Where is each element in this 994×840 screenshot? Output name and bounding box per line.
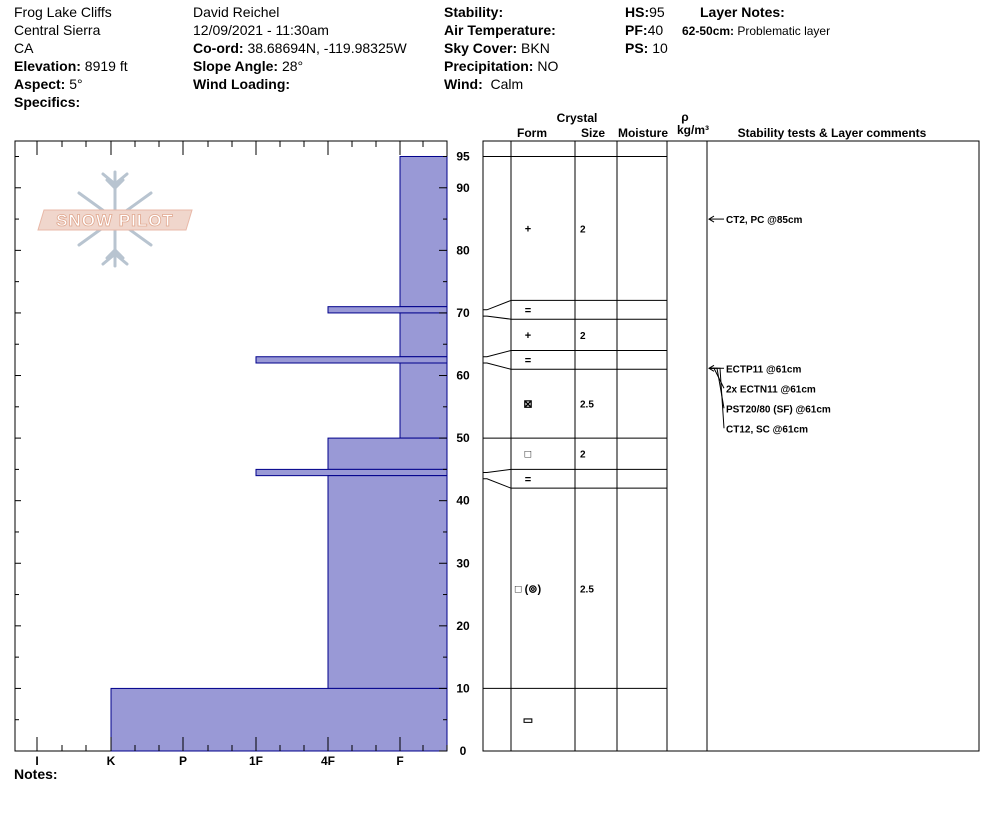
grain-form: + <box>524 329 532 342</box>
depth-tick-label: 50 <box>456 431 470 446</box>
table-header-moisture: Moisture <box>617 126 669 140</box>
grain-size: 2 <box>580 224 586 236</box>
depth-tick-label: 20 <box>456 618 470 633</box>
depth-tick-label: 80 <box>456 243 470 258</box>
depth-tick-label: 10 <box>456 681 470 696</box>
table-header-crystal: Crystal <box>556 111 598 125</box>
air-temperature: Air Temperature: <box>444 22 556 38</box>
stability-test: PST20/80 (SF) @61cm <box>726 404 831 416</box>
site-range: Central Sierra <box>14 22 101 38</box>
hardness-tick-label: F <box>396 754 404 768</box>
layer-connector <box>483 469 511 472</box>
hardness-tick-label: 4F <box>320 754 336 768</box>
observation-datetime: 12/09/2021 - 11:30am <box>193 22 329 38</box>
layer-connector <box>483 300 511 309</box>
hardness-tick-label: P <box>178 754 188 768</box>
layer-connector <box>483 479 511 488</box>
grain-size: 2.5 <box>580 399 594 411</box>
observer-name: David Reichel <box>193 4 280 20</box>
hardness-tick-label: I <box>35 754 39 768</box>
hardness-bar <box>328 307 447 313</box>
stability-test: CT12, SC @61cm <box>726 424 809 436</box>
logo-banner <box>38 210 192 230</box>
depth-tick-label: 30 <box>456 556 470 571</box>
hardness-bar <box>400 156 447 306</box>
hardness-tick-label: 1F <box>248 754 264 768</box>
depth-tick-label: 95 <box>456 149 470 164</box>
specifics: Specifics: <box>14 94 81 110</box>
grain-form: = <box>524 304 532 317</box>
table-header-comments: Stability tests & Layer comments <box>737 126 927 140</box>
hardness-bar <box>328 476 447 689</box>
stability-test: ECTP11 @61cm <box>726 364 802 376</box>
notes-label: Notes: <box>14 766 58 782</box>
layer-note: 62-50cm: Problematic layer <box>682 24 831 38</box>
hardness-bar <box>328 438 447 469</box>
hardness-tick-label: K <box>106 754 116 768</box>
hs-value: HS:95 <box>625 4 665 20</box>
hardness-bar <box>256 357 447 363</box>
stability: Stability: <box>444 4 504 20</box>
layer-connector <box>483 363 511 369</box>
grain-form: + <box>524 223 532 236</box>
grain-form: = <box>524 473 532 486</box>
grain-size: 2 <box>580 330 586 342</box>
grain-form: ▭ <box>522 714 534 727</box>
depth-tick-label: 0 <box>459 744 467 758</box>
hardness-bar <box>400 363 447 438</box>
elevation: Elevation: 8919 ft <box>14 58 128 74</box>
stability-test: 2x ECTN11 @61cm <box>726 384 816 396</box>
table-header-density: kg/m³ <box>676 123 710 137</box>
test-pointer <box>709 368 724 388</box>
hardness-bar <box>256 469 447 475</box>
ps-value: PS: 10 <box>625 40 668 56</box>
test-pointer <box>709 368 724 428</box>
grain-form: □ <box>524 448 532 461</box>
depth-tick-label: 40 <box>456 493 470 508</box>
layer-notes-title: Layer Notes: <box>700 4 785 20</box>
depth-tick-label: 70 <box>456 305 470 320</box>
grain-form: □ (⊚) <box>514 583 542 596</box>
sky-cover: Sky Cover: BKN <box>444 40 550 56</box>
layer-connector <box>483 316 511 319</box>
wind: Wind: Calm <box>444 76 524 92</box>
stability-test: CT2, PC @85cm <box>726 215 803 227</box>
depth-tick-label: 90 <box>456 180 470 195</box>
site-name: Frog Lake Cliffs <box>14 4 112 20</box>
site-state: CA <box>14 40 34 56</box>
grain-size: 2 <box>580 449 586 461</box>
layer-connector <box>483 350 511 356</box>
table-header-size: Size <box>580 126 606 140</box>
grain-form: ⊠ <box>523 398 533 411</box>
table-header-form: Form <box>517 126 547 140</box>
grain-form: = <box>524 354 532 367</box>
pf-value: PF:40 <box>625 22 664 38</box>
layers-table-frame <box>483 141 979 751</box>
grain-size: 2.5 <box>580 584 594 596</box>
wind-loading: Wind Loading: <box>193 76 291 92</box>
aspect: Aspect: 5° <box>14 76 83 92</box>
depth-tick-label: 60 <box>456 368 470 383</box>
hardness-bar <box>400 313 447 357</box>
precipitation: Precipitation: NO <box>444 58 559 74</box>
table-header-rho: ρ <box>681 110 689 124</box>
hardness-bar <box>111 688 447 751</box>
coordinates: Co-ord: 38.68694N, -119.98325W <box>193 40 407 56</box>
slope-angle: Slope Angle: 28° <box>193 58 304 74</box>
logo-text: SNOW PILOT <box>56 211 174 230</box>
snow-pilot-logo <box>38 172 192 266</box>
